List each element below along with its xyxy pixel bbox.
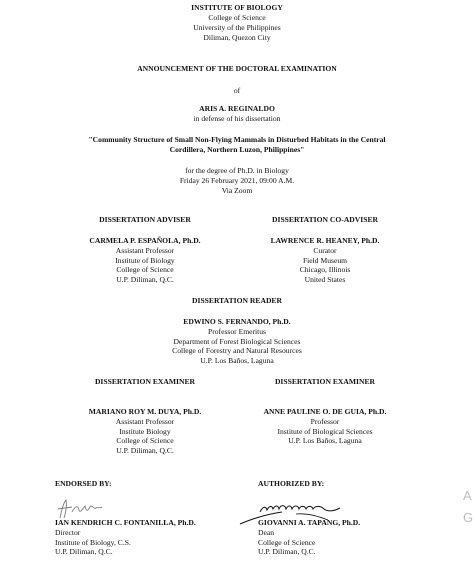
endorser-name: IAN KENDRICH C. FONTANILLA, Ph.D. [55,518,196,527]
authorizer-name: GIOVANNI A. TAPANG, Ph.D. [258,518,361,527]
authorizer-detail-line: College of Science [258,537,316,547]
examiner-1-heading: DISSERTATION EXAMINER [94,377,196,386]
coadviser-details [230,246,420,284]
adviser-heading: DISSERTATION ADVISER [99,215,191,224]
reader-heading: DISSERTATION READER [192,296,282,305]
edge-letter-top: A [463,488,472,503]
reader-detail-line: U.P. Los Baños, Laguna [200,355,274,365]
university-location: Diliman, Quezon City [203,33,271,42]
university-name: University of the Philippines [193,23,281,32]
examiner-2-detail-line: Institute of Biological Sciences [277,426,373,436]
degree-text: for the degree of Ph.D. in Biology [185,166,289,175]
defense-text: in defense of his dissertation [193,114,281,123]
college-name: College of Science [208,13,266,22]
announcement-title: ANNOUNCEMENT OF THE DOCTORAL EXAMINATION [137,64,337,73]
authorizer-detail-line: Dean [258,528,275,537]
endorser-details [55,528,131,557]
candidate-name: ARIS A. REGINALDO [199,104,275,113]
examiner-2-details [220,417,430,446]
endorsed-heading: ENDORSED BY: [55,479,112,488]
examiner-2-detail-line: U.P. Los Baños, Laguna [288,436,362,446]
exam-datetime: Friday 26 February 2021, 09:00 A.M. [179,176,295,185]
adviser-name: CARMELA P. ESPAÑOLA, Ph.D. [89,236,201,245]
thesis-title-line-1: "Community Structure of Small Non-Flying Mammals in Disturbed Habitats in the Central [88,135,386,144]
reader-detail-line: College of Forestry and Natural Resources [172,346,302,356]
adviser-detail-line: U.P. Diliman, Q.C. [116,274,174,284]
examiner-2-name: ANNE PAULINE O. DE GUIA, Ph.D. [263,407,387,416]
examiner-2-heading: DISSERTATION EXAMINER [274,377,376,386]
coadviser-name: LAWRENCE R. HEANEY, Ph.D. [270,236,380,245]
endorser-detail-line: U.P. Diliman, Q.C. [55,547,113,557]
examiner-1-detail-line: Assistant Professor [115,417,175,426]
institute-name: INSTITUTE OF BIOLOGY [191,3,283,12]
examiner-1-detail-line: College of Science [116,436,174,446]
coadviser-detail-line: United States [304,274,346,284]
reader-name: EDWINO S. FERNANDO, Ph.D. [183,317,291,326]
endorser-detail-line: Director [55,528,81,537]
examiner-1-detail-line: Institute Biology [119,426,171,436]
adviser-detail-line: College of Science [116,265,174,275]
examiner-1-name: MARIANO ROY M. DUYA, Ph.D. [88,407,202,416]
adviser-detail-line: Institute of Biology [115,255,175,265]
coadviser-detail-line: Field Museum [302,255,348,265]
authorizer-signature-image [236,500,348,526]
reader-detail-line: Department of Forest Biological Sciences [173,336,301,346]
examiner-2-detail-line: Professor [310,417,340,426]
examiner-1-detail-line: U.P. Diliman, Q.C. [116,445,174,455]
authorizer-detail-line: U.P. Diliman, Q.C. [258,547,316,557]
adviser-details [40,246,250,284]
coadviser-heading: DISSERTATION CO-ADVISER [272,215,378,224]
reader-detail-line: Professor Emeritus [208,327,266,336]
edge-letter-bottom: G [463,510,474,525]
reader-details [0,327,474,365]
authorizer-details [258,528,316,557]
exam-venue: Via Zoom [221,186,253,195]
authorized-heading: AUTHORIZED BY: [258,479,325,488]
thesis-title-line-2: Cordillera, Northern Luzon, Philippines" [169,145,305,154]
adviser-detail-line: Assistant Professor [115,246,175,255]
of-text: of [233,86,241,95]
coadviser-detail-line: Curator [313,246,337,255]
endorser-detail-line: Institute of Biology, C.S. [55,537,131,547]
examiner-1-details [40,417,250,455]
coadviser-detail-line: Chicago, Illinois [299,265,351,275]
